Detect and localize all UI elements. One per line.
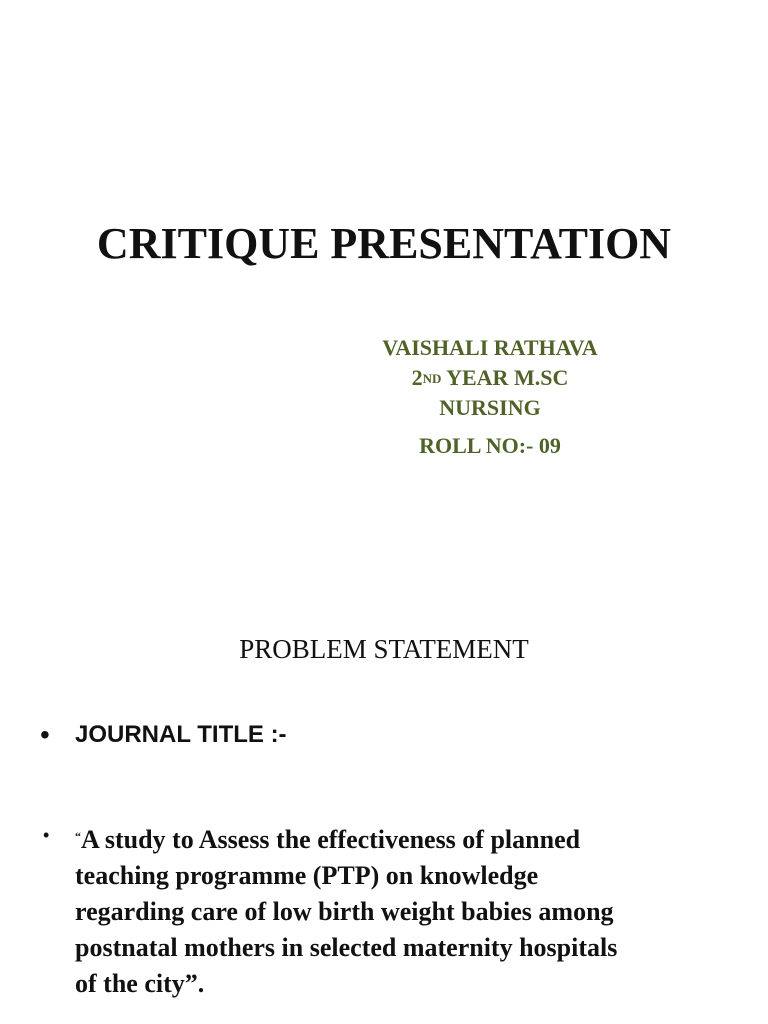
study-title-line: “A study to Assess the effectiveness of planned	[75, 825, 581, 854]
problem-statement-heading: PROBLEM STATEMENT	[239, 634, 529, 664]
study-title-line: of the city”.	[75, 969, 205, 998]
study-title	[75, 818, 725, 1002]
presenter-year	[300, 363, 680, 393]
study-title-line: postnatal mothers in selected maternity hospitals	[75, 933, 618, 962]
study-title-line: regarding care of low birth weight babies among	[75, 897, 614, 926]
year-ordinal: ND	[422, 371, 442, 386]
open-quote: “	[75, 829, 81, 843]
presenter-name: VAISHALI RATHAVA	[382, 335, 598, 360]
year-number: 2	[411, 365, 423, 390]
bullet-icon: •	[40, 719, 50, 750]
presenter-roll: ROLL NO:- 09	[419, 433, 561, 458]
study-title-line: teaching programme (PTP) on knowledge	[75, 861, 539, 890]
presenter-info	[300, 333, 680, 461]
presenter-program: NURSING	[439, 395, 541, 420]
presentation-title: CRITIQUE PRESENTATION	[96, 219, 672, 268]
year-course: YEAR M.SC	[441, 365, 569, 390]
bullet-icon: •	[43, 825, 50, 845]
journal-title-label: JOURNAL TITLE :-	[75, 721, 287, 748]
